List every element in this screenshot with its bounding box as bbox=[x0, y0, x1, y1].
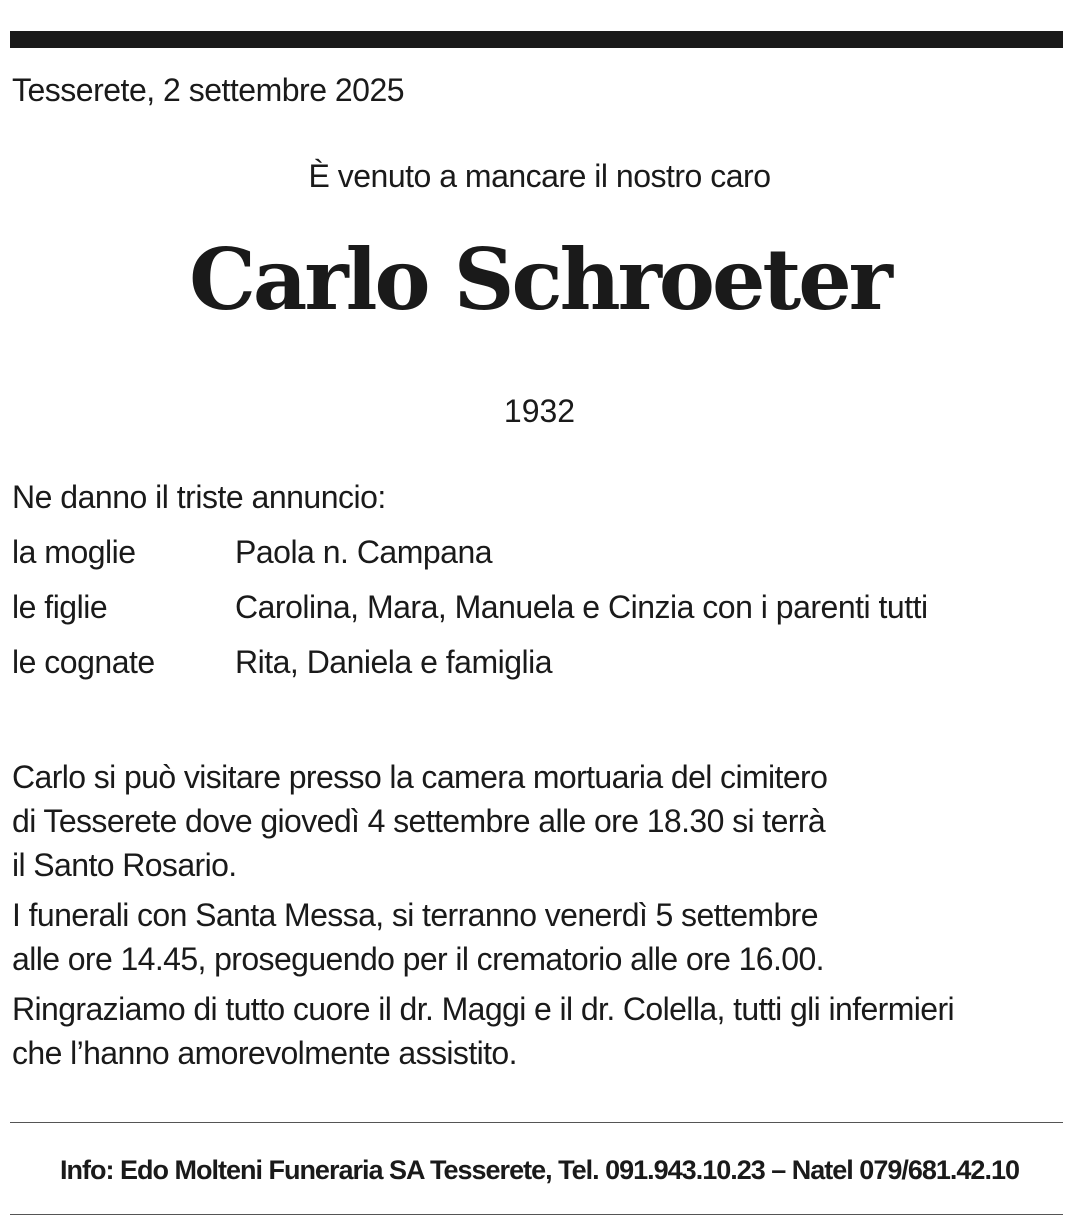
announcement-heading: Ne danno il triste annuncio: bbox=[12, 479, 386, 515]
place-date: Tesserete, 2 settembre 2025 bbox=[12, 72, 405, 108]
thanks-paragraph bbox=[12, 987, 1062, 1075]
paragraph-line: Carlo si può visitare presso la camera mortuaria del cimitero bbox=[12, 759, 828, 795]
family-role: le figlie bbox=[12, 589, 108, 625]
footer-bottom-rule bbox=[10, 1214, 1063, 1215]
birth-year: 1932 bbox=[503, 393, 576, 429]
family-row-wife bbox=[12, 530, 1062, 585]
paragraph-line: il Santo Rosario. bbox=[12, 847, 237, 883]
intro-text: È venuto a mancare il nostro caro bbox=[308, 158, 771, 194]
family-names: Paola n. Campana bbox=[235, 534, 493, 570]
deceased-name: Carlo Schroeter bbox=[189, 230, 890, 329]
family-list bbox=[12, 530, 1062, 695]
visitation-paragraph bbox=[12, 755, 1062, 887]
family-row-daughters bbox=[12, 585, 1062, 640]
paragraph-line: Ringraziamo di tutto cuore il dr. Maggi e il dr. Colella, tutti gli infermieri bbox=[12, 991, 955, 1027]
paragraph-line: I funerali con Santa Messa, si terranno venerdì 5 settembre bbox=[12, 897, 818, 933]
family-role: le cognate bbox=[12, 644, 155, 680]
family-row-sisters-in-law bbox=[12, 640, 1062, 695]
paragraph-line: di Tesserete dove giovedì 4 settembre alle ore 18.30 si terrà bbox=[12, 803, 826, 839]
funeral-home-info: Info: Edo Molteni Funeraria SA Tesserete, Tel. 091.943.10.23 – Natel 079/681.42.10 bbox=[60, 1155, 1019, 1185]
notice-body bbox=[12, 755, 1062, 1081]
paragraph-line: alle ore 14.45, proseguendo per il crematorio alle ore 16.00. bbox=[12, 941, 824, 977]
funeral-paragraph bbox=[12, 893, 1062, 981]
paragraph-line: che l’hanno amorevolmente assistito. bbox=[12, 1035, 517, 1071]
family-names: Rita, Daniela e famiglia bbox=[235, 644, 553, 680]
top-divider-bar bbox=[10, 31, 1063, 48]
family-role: la moglie bbox=[12, 534, 136, 570]
footer-top-rule bbox=[10, 1122, 1063, 1123]
family-names: Carolina, Mara, Manuela e Cinzia con i parenti tutti bbox=[235, 589, 928, 625]
